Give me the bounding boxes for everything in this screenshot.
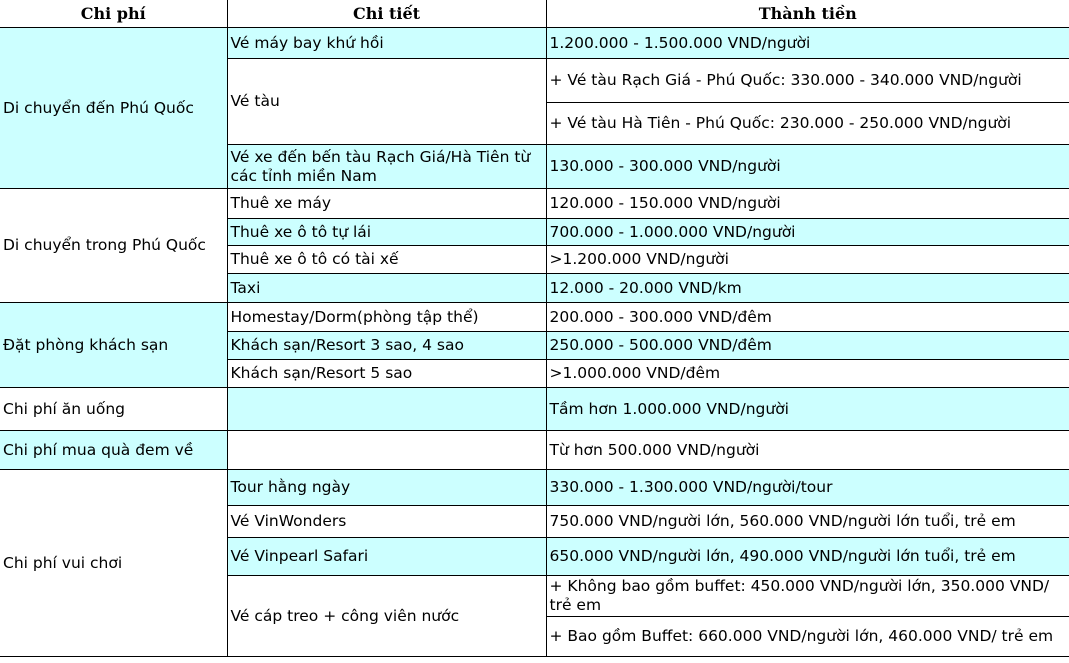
category-cell: Đặt phòng khách sạn	[0, 303, 227, 388]
amount-cell: + Không bao gồm buffet: 450.000 VND/người lớn, 350.000 VND/ trẻ em	[546, 576, 1069, 617]
category-cell: Chi phí mua quà đem về	[0, 431, 227, 470]
detail-cell: Thuê xe ô tô có tài xế	[227, 246, 546, 274]
detail-cell: Tour hằng ngày	[227, 470, 546, 506]
category-cell: Di chuyển đến Phú Quốc	[0, 28, 227, 189]
detail-cell: Khách sạn/Resort 5 sao	[227, 360, 546, 388]
amount-cell: 650.000 VND/người lớn, 490.000 VND/người lớn tuổi, trẻ em	[546, 538, 1069, 576]
category-cell: Di chuyển trong Phú Quốc	[0, 189, 227, 303]
amount-cell: >1.000.000 VND/đêm	[546, 360, 1069, 388]
amount-cell: 130.000 - 300.000 VND/người	[546, 145, 1069, 189]
amount-cell: 12.000 - 20.000 VND/km	[546, 274, 1069, 303]
amount-cell: 750.000 VND/người lớn, 560.000 VND/người lớn tuổi, trẻ em	[546, 506, 1069, 538]
table-row	[0, 189, 1069, 219]
detail-cell: Vé cáp treo + công viên nước	[227, 576, 546, 657]
amount-cell: + Vé tàu Hà Tiên - Phú Quốc: 230.000 - 250.000 VND/người	[546, 103, 1069, 145]
table-row	[0, 431, 1069, 470]
detail-cell: Vé VinWonders	[227, 506, 546, 538]
category-cell: Chi phí ăn uống	[0, 388, 227, 431]
detail-cell: Taxi	[227, 274, 546, 303]
amount-cell: Tầm hơn 1.000.000 VND/người	[546, 388, 1069, 431]
category-cell: Chi phí vui chơi	[0, 470, 227, 657]
detail-cell: Vé tàu	[227, 59, 546, 145]
amount-cell: >1.200.000 VND/người	[546, 246, 1069, 274]
amount-cell: Từ hơn 500.000 VND/người	[546, 431, 1069, 470]
table-row	[0, 388, 1069, 431]
detail-cell: Homestay/Dorm(phòng tập thể)	[227, 303, 546, 332]
amount-cell: + Bao gồm Buffet: 660.000 VND/người lớn, 460.000 VND/ trẻ em	[546, 617, 1069, 657]
header-cost: Chi phí	[0, 0, 227, 28]
table-row	[0, 303, 1069, 332]
amount-cell: 700.000 - 1.000.000 VND/người	[546, 219, 1069, 246]
detail-cell: Thuê xe ô tô tự lái	[227, 219, 546, 246]
amount-cell: 330.000 - 1.300.000 VND/người/tour	[546, 470, 1069, 506]
detail-cell: Vé máy bay khứ hồi	[227, 28, 546, 59]
detail-cell	[227, 388, 546, 431]
amount-cell: 1.200.000 - 1.500.000 VND/người	[546, 28, 1069, 59]
detail-cell: Thuê xe máy	[227, 189, 546, 219]
detail-cell: Vé xe đến bến tàu Rạch Giá/Hà Tiên từ các tỉnh miền Nam	[227, 145, 546, 189]
header-detail: Chi tiết	[227, 0, 546, 28]
amount-cell: 250.000 - 500.000 VND/đêm	[546, 332, 1069, 360]
header-amount: Thành tiền	[546, 0, 1069, 28]
amount-cell: 200.000 - 300.000 VND/đêm	[546, 303, 1069, 332]
amount-cell: 120.000 - 150.000 VND/người	[546, 189, 1069, 219]
detail-cell	[227, 431, 546, 470]
table-row	[0, 470, 1069, 506]
detail-cell: Vé Vinpearl Safari	[227, 538, 546, 576]
detail-cell: Khách sạn/Resort 3 sao, 4 sao	[227, 332, 546, 360]
header-row	[0, 0, 1069, 28]
amount-cell: + Vé tàu Rạch Giá - Phú Quốc: 330.000 - 340.000 VND/người	[546, 59, 1069, 103]
table-row	[0, 28, 1069, 59]
